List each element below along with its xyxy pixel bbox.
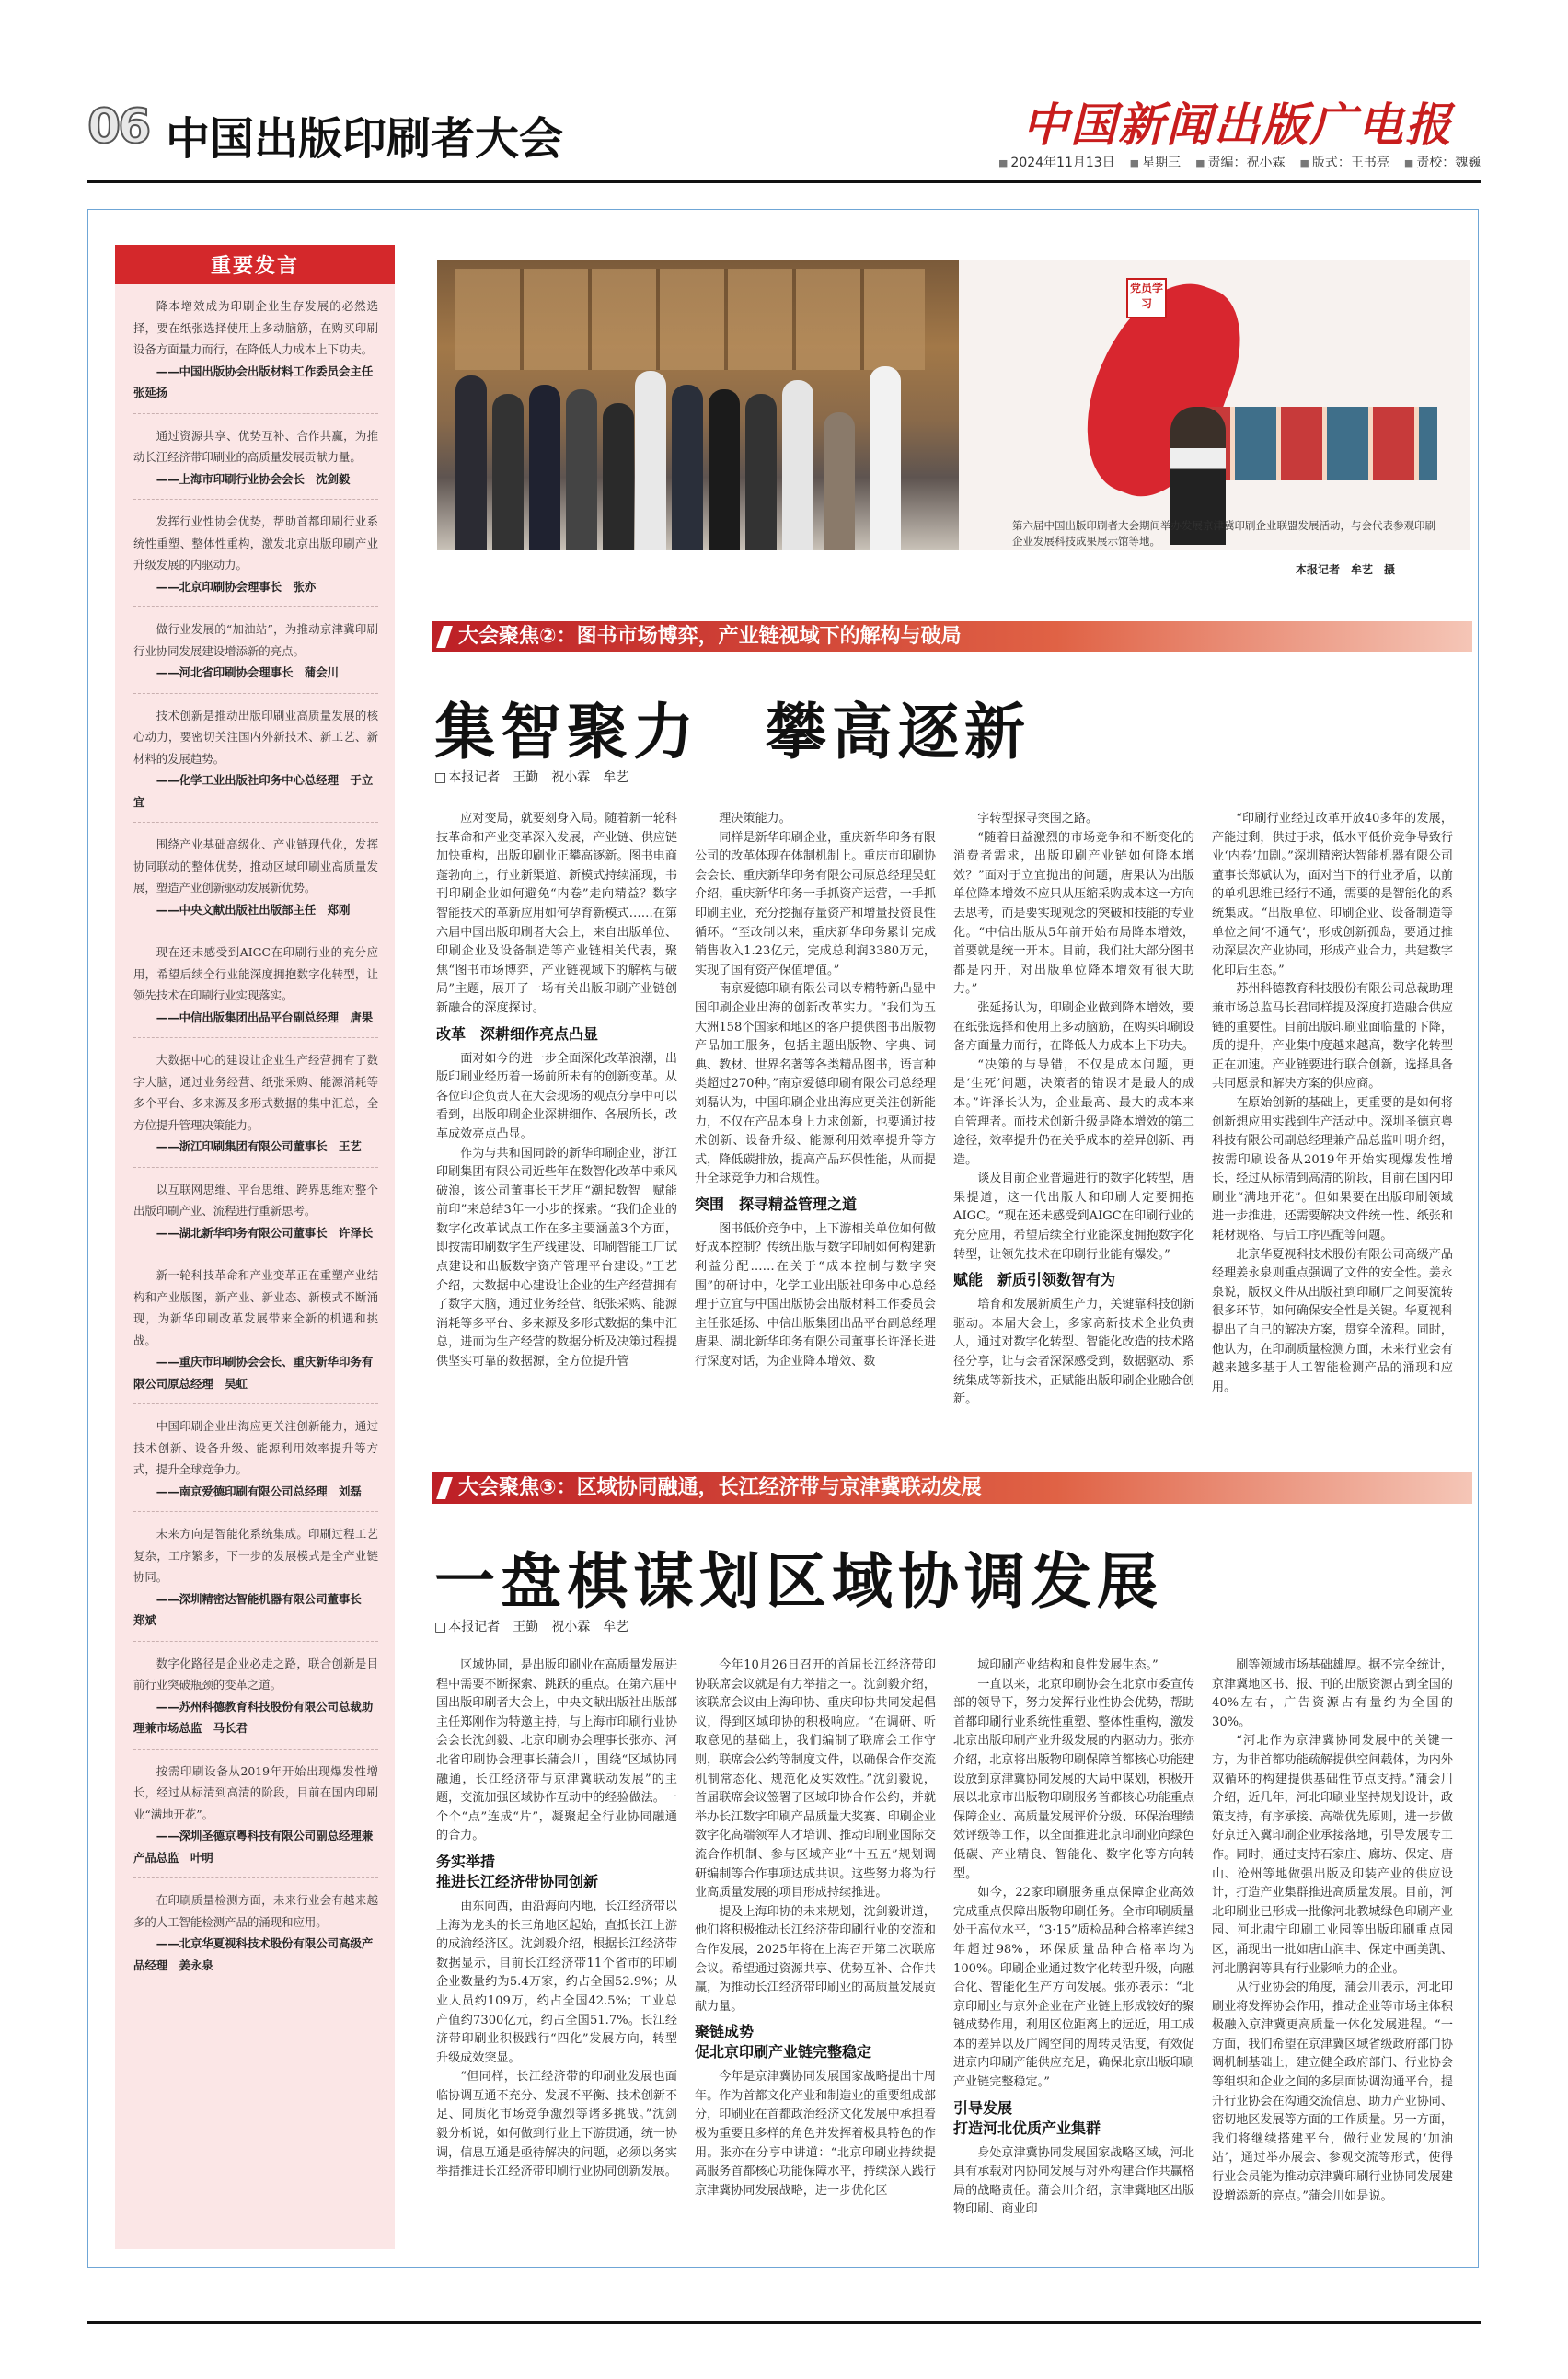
section2-column-4 [1212, 810, 1453, 1397]
paragraph: 作为与共和国同龄的新华印刷企业，浙江印刷集团有限公司近些年在数智化改革中乘风破浪，该公司董事长王艺用“潮起数智 赋能前印”来总结3年一小步的探索。“我们企业的数字化改革试点工作在多主要涵盖3个方面，即按需印刷数字生产线建设、印刷智能工厂试点建设和出版数字资产管理平台建设。”王艺介绍，大数据中心建设让企业的生产经营拥有了数字大脑，通过业务经营、纸张采购、能源消耗等多平台、多来源及多形式数据的集中汇总，进而为生产经营的数据分析及决策过程提供坚实可靠的数据源，全方位提升管 [436, 1146, 677, 1369]
section2-column-1 [436, 810, 677, 1372]
section3-column-1 [436, 1657, 677, 2182]
speech-author: ——深圳圣德京粤科技有限公司副总经理兼产品总监 叶明 [133, 1829, 374, 1865]
sidebar-quotes [115, 284, 395, 1976]
section3-column-2 [695, 1657, 936, 2200]
section2-column-2 [695, 810, 936, 1372]
page-number: 06 [87, 99, 149, 155]
quote-divider [133, 413, 378, 414]
speech-quote: 按需印刷设备从2019年开始出现爆发性增长，经过从标清到高清的阶段，目前在国内印刷业“满地开花”。 [133, 1763, 378, 1821]
paragraph: 身处京津冀协同发展国家战略区域，河北具有承载对内协同发展与对外构建合作共赢格局的战略责任。蒲会川介绍，京津冀地区出版物印刷、商业印 [953, 2145, 1194, 2217]
speech-quote: 数字化路径是企业必走之路，联合创新是目前行业突破瓶颈的变革之道。 [133, 1656, 378, 1692]
paragraph: 由东向西，由沿海向内地，长江经济带以上海为龙头的长三角地区起始，直抵长江上游的成渝经济区。沈剑毅介绍，根据长江经济带数据显示，目前长江经济带11个省市的印刷企业数量约为5.4万家，约占全国52.9%；从业人员约109万，约占全国42.5%；工业总产值约7300亿元，约占全国51.7%。长江经济带印刷业积极践行“四化”发展方向，转型升级成效突显。 [436, 1899, 677, 2065]
paragraph: 今年是京津冀协同发展国家战略提出十周年。作为首都文化产业和制造业的重要组成部分，印刷业在首都政治经济文化发展中承担着极为重要且多样的角色并发挥着极具特色的作用。张亦在分享中讲道：“北京印刷业持续提高服务首都核心功能保障水平，持续深入践行京津冀协同发展战略，进一步优化区 [695, 2070, 936, 2198]
speech-quote: 现在还未感受到AIGC在印刷行业的充分应用，希望后续全行业能深度拥抱数字化转型，让领先技术在印刷行业实现落实。 [133, 945, 378, 1002]
paragraph: 培育和发展新质生产力，关键靠科技创新驱动。本届大会上，多家高新技术企业负责人，通过对数字化转型、智能化改造的技术路径分享，让与会者深深感受到，数据驱动、系统集成等新技术，正赋能出版印刷企业融合创新。 [953, 1298, 1194, 1407]
section3-byline: □ 本报记者 王勤 祝小霖 牟艺 [434, 1617, 628, 1635]
quote-divider [133, 1403, 378, 1404]
newspaper-logo: 中国新闻出版广电报 [1022, 98, 1453, 152]
speech-author: ——浙江印刷集团有限公司董事长 王艺 [156, 1139, 362, 1153]
speech-author: ——化学工业出版社印务中心总经理 于立宜 [133, 773, 374, 809]
paragraph: “随着日益激烈的市场竞争和不断变化的消费者需求，出版印刷产业链如何降本增效？”面对于立宜抛出的问题，唐果认为出版单位降本增效不应只从压缩采购成本这一方向去思考，而是要实现观念的突破和技能的专业化。“中信出版从5年前开始布局降本增效，首要就是统一开本。目前，我们社大部分图书都是内开，对出版单位降本增效有很大助力。” [953, 830, 1194, 997]
speech-quote: 新一轮科技革命和产业变革正在重塑产业结构和产业版图，新产业、新业态、新模式不断涌现，为新华印刷改革发展带来全新的机遇和挑战。 [133, 1268, 378, 1347]
speech-quote: 发挥行业性协会优势，帮助首都印刷行业系统性重塑、整体性重构，激发北京出版印刷产业升级发展的内驱动力。 [133, 514, 378, 572]
photo-credit: 本报记者 牟艺 摄 [1296, 563, 1396, 576]
quote-divider [133, 606, 378, 607]
speech-quote: 做行业发展的“加油站”，为推动京津冀印刷行业协同发展建设增添新的亮点。 [133, 622, 378, 658]
speech-quote: 中国印刷企业出海应更关注创新能力，通过技术创新、设备升级、能源利用效率提升等方式，提升全球竞争力。 [133, 1419, 378, 1476]
proofreader: ■ 责校：魏巍 [1404, 153, 1481, 171]
speech-author: ——深圳精密达智能机器有限公司董事长 郑斌 [133, 1591, 374, 1627]
paragraph: 谈及目前企业普遍进行的数字化转型，唐果提道，这一代出版人和印刷人定要拥抱AIGC。“现在还未感受到AIGC在印刷行业的充分应用，希望后续全行业能深度拥抱数字化转型，让领先技术在印刷行业能有爆发。” [953, 1172, 1194, 1262]
speech-author: ——北京华夏视科技术股份有限公司高级产品经理 姜永泉 [133, 1936, 374, 1972]
section3-banner: 大会聚焦③：区域协同融通，长江经济带与京津冀联动发展 [432, 1472, 1472, 1504]
paragraph: 区域协同，是出版印刷业在高质量发展进程中需要不断探索、跳跃的重点。在第六届中国出版印刷者大会上，中央文献出版社出版部主任郑刚作为特邀主持，与上海市印刷行业协会会长沈剑毅、北京印刷协会理事长张亦、河北省印刷协会理事长蒲会川，围绕“区域协同融通，长江经济带与京津冀联动发展”的主题，交流加强区域协作互动中的经验做法。一个个“点”连成“片”，凝聚起全行业协同融通的合力。 [436, 1658, 677, 1843]
header-rule [87, 180, 1481, 183]
section2-banner: 大会聚焦②：图书市场博弈，产业链视域下的解构与破局 [432, 621, 1472, 652]
subheading: 引导发展 打造河北优质产业集群 [953, 2098, 1101, 2137]
speech-quote: 通过资源共享、优势互补、合作共赢，为推动长江经济带印刷业的高质量发展贡献力量。 [133, 428, 378, 464]
sidebar-heading: 重要发言 [115, 245, 395, 284]
paragraph: 同样是新华印刷企业，重庆新华印务有限公司的改革体现在体制机制上。重庆市印刷协会会长、重庆新华印务有限公司原总经理吴虹介绍，重庆新华印务一手抓资产运营，一手抓印刷主业，充分挖掘存量资产和增量投资良性循环。“至改制以来，重庆新华印务累计完成销售收入1.23亿元，完成总利润3380万元，实现了国有资产保值增值。” [695, 830, 936, 977]
speech-author: ——北京印刷协会理事长 张亦 [156, 579, 317, 594]
paragraph: 一直以来，北京印刷协会在北京市委宣传部的领导下，努力发挥行业性协会优势，帮助首都印刷行业系统性重塑、整体性重构，激发北京出版印刷产业升级发展的内驱动力。张亦介绍，北京将出版物印刷保障首都核心功能建设放到京津冀协同发展的大局中谋划，积极开展以北京市出版物印刷服务首都核心功能重点保障企业、高质量发展评价分级、环保治理绩效评级等工作，以全面推进北京印刷业向绿色低碳、产业精良、智能化、数字化等方向转型。 [953, 1677, 1194, 1881]
issue-meta [998, 153, 1481, 171]
speech-quote: 降本增效成为印刷企业生存发展的必然选择，要在纸张选择使用上多动脑筋，在购买印刷设备方面量力而行，在降低人力成本上下功夫。 [133, 299, 378, 356]
section2-byline: □ 本报记者 王勤 祝小霖 牟艺 [434, 768, 628, 786]
sidebar-important-speeches [115, 245, 395, 2249]
paragraph: 字转型探寻突围之路。 [977, 812, 1099, 826]
section3-column-4 [1212, 1657, 1453, 2206]
section-title: 中国出版印刷者大会 [166, 113, 564, 165]
section3-column-3 [953, 1657, 1194, 2220]
subheading: 突围 探寻精益管理之道 [695, 1195, 858, 1213]
paragraph: 提及上海印协的未来规划，沈剑毅讲道，他们将积极推动长江经济带印刷行业的交流和合作发展，2025年将在上海召开第二次联席会议。希望通过资源共享、优势互补、合作共赢，为推动长江经济带印刷业的高质量发展贡献力量。 [695, 1904, 936, 2014]
speech-quote: 在印刷质量检测方面，未来行业会有越来越多的人工智能检测产品的涌现和应用。 [133, 1893, 378, 1929]
speech-quote: 技术创新是推动出版印刷业高质量发展的核心动力，要密切关注国内外新技术、新工艺、新材料的发展趋势。 [133, 708, 378, 766]
speech-quote: 围绕产业基础高级化、产业链现代化，发挥协同联动的整体优势，推动区域印刷业高质量发展，塑造产业创新驱动发展新优势。 [133, 837, 378, 895]
quote-divider [133, 1167, 378, 1168]
photo-caption: 第六届中国出版印刷者大会期间举办发展京津冀印刷企业联盟发展活动，与会代表参观印刷企业发展科技成果展示馆等地。 [1012, 519, 1435, 548]
speech-author: ——上海市印刷行业协会会长 沈剑毅 [156, 471, 351, 486]
subheading: 赋能 新质引领数智有为 [953, 1271, 1116, 1289]
speech-author: ——苏州科德教育科技股份有限公司总裁助理兼市场总监 马长君 [133, 1699, 374, 1735]
section2-column-3 [953, 810, 1194, 1410]
speech-quote: 大数据中心的建设让企业生产经营拥有了数字大脑，通过业务经营、纸张采购、能源消耗等多个平台、多来源及多形式数据的集中汇总，全方位提升管理决策能力。 [133, 1053, 378, 1132]
quote-divider [133, 1511, 378, 1512]
section2-headline: 集智聚力 攀高逐新 [434, 696, 1031, 768]
issue-weekday: ■ 星期三 [1130, 153, 1181, 171]
paragraph: 图书低价竞争中，上下游相关单位如何做好成本控制？传统出版与数字印刷如何构建新利益分配……在关于“成本控制与数字突围”的研讨中，化学工业出版社印务中心总经理于立宜与中国出版协会出版材料工作委员会主任张延扬、中信出版集团出品平台副总经理唐果、湖北新华印务有限公司董事长许泽长进行深度对话，为企业降本增效、数 [695, 1221, 936, 1369]
subheading: 务实举措 推进长江经济带协同创新 [436, 1852, 599, 1890]
paragraph: 从行业协会的角度，蒲会川表示，河北印刷业将发挥协会作用，推动企业等市场主体积极融入京津冀更高质量一体化发展进程。“一方面，我们希望在京津冀区域省级政府部门协调机制基础上，建立健全政府部门、行业协会等组织和企业之间的多层面协调沟通平台，提升行业协会在沟通交流信息、助力产业协同、密切地区发展等方面的工作质量。另一方面，我们将继续搭建平台，做行业发展的‘加油站’，通过举办展会、参观交流等形式，使得行业会员能为推动京津冀印刷行业协同发展建设增添新的亮点。”蒲会川如是说。 [1212, 1981, 1453, 2203]
speech-author: ——中央文献出版社出版部主任 郑刚 [156, 902, 351, 917]
speech-author: ——中信出版集团出品平台副总经理 唐果 [156, 1010, 374, 1024]
paragraph: 域印刷产业结构和良性发展生态。” [977, 1658, 1159, 1672]
issue-date: ■ 2024年11月13日 [998, 153, 1115, 171]
paragraph: 如今，22家印刷服务重点保障企业高效完成重点保障出版物印刷任务。全市印刷质量处于高位水平，“3·15”质检品种合格率连续3年超过98%，环保质量品种合格率均为100%。印刷企业通过数字化转型升级，向融合化、智能化生产方向发展。张亦表示：“北京印刷业与京外企业在产业链上形成较好的聚链成势作用，利用区位距离上的远近，用工成本的差异以及广阔空间的周转灵活度，有效促进京内印刷产能供应充足，确保北京出版印刷产业链完整稳定。” [953, 1886, 1194, 2090]
paragraph: 理决策能力。 [719, 812, 791, 826]
speech-quote: 未来方向是智能化系统集成。印刷过程工艺复杂，工序繁多，下一步的发展模式是全产业链协同。 [133, 1527, 378, 1584]
speech-author: ——重庆市印刷协会会长、重庆新华印务有限公司原总经理 吴虹 [133, 1355, 374, 1391]
editor: ■ 责编：祝小霖 [1195, 153, 1285, 171]
quote-divider [133, 1037, 378, 1038]
exhibit-sign: 党员学习 [1126, 278, 1167, 318]
paragraph: “但同样，长江经济带的印刷业发展也面临协调互通不充分、发展不平衡、技术创新不足、同质化市场竞争激烈等诸多挑战。”沈剑毅分析说，如何做到行业上下游贯通，统一协调，信息互通是亟待解决的问题，必须以务实举措推进长江经济带印刷行业协同创新发展。 [436, 2070, 677, 2179]
photo-exhibition-hall [959, 260, 1470, 550]
quote-divider [133, 822, 378, 823]
quote-divider [133, 1641, 378, 1642]
paragraph: 刷等领域市场基础雄厚。据不完全统计，京津冀地区书、报、刊的出版资源占到全国的40%左右，广告资源占有量约为全国的30%。 [1212, 1658, 1453, 1729]
paragraph: 张延扬认为，印刷企业做到降本增效，要在纸张选择和使用上多动脑筋，在购买印刷设备方面量力而行，在降低人力成本上下功夫。 [953, 1000, 1194, 1054]
subheading: 聚链成势 促北京印刷产业链完整稳定 [695, 2023, 872, 2061]
speech-author: ——湖北新华印务有限公司董事长 许泽长 [156, 1225, 374, 1240]
paragraph: 面对如今的进一步全面深化改革浪潮，出版印刷业经历着一场前所未有的创新变革。从各位印企负责人在大会现场的观点分享中可以看到，出版印刷企业深耕细作、各展所长，改革成效亮点凸显。 [436, 1051, 677, 1141]
quote-divider [133, 693, 378, 694]
quote-divider [133, 1877, 378, 1878]
paragraph: 北京华夏视科技术股份有限公司高级产品经理姜永泉则重点强调了文件的安全性。姜永泉说，版权文件从出版社到印刷厂之间要流转很多环节，如何确保安全性是关键。华夏视科提出了自己的解决方案，贯穿全流程。同时，他认为，在印刷质量检测方面，未来行业会有越来越多基于人工智能检测产品的涌现和应用。 [1212, 1247, 1453, 1394]
quote-divider [133, 1749, 378, 1750]
photo-visit-exhibition [437, 260, 959, 550]
paragraph: 南京爱德印刷有限公司以专精特新凸显中国印刷企业出海的创新改革实力。“我们为五大洲158个国家和地区的客户提供图书出版物产品加工服务，包括主题出版物、字典、词典、教材、世界名著等各类精品图书，语言种类超过270种。”南京爱德印刷有限公司总经理刘磊认为，中国印刷企业出海应更关注创新能力，不仅在产品本身上力求创新，也要通过技术创新、设备升级、能源利用效率提升等方式，降低碳排放，提高产品环保性能，从而提升全球竞争力和合规性。 [695, 982, 936, 1186]
speech-author: ——中国出版协会出版材料工作委员会主任 张延扬 [133, 364, 385, 399]
paragraph: “印刷行业经过改革开放40多年的发展，产能过剩，供过于求，低水平低价竞争导致行业‘内卷’加剧。”深圳精密达智能机器有限公司董事长郑斌认为，面对当下的行业矛盾，以前的单机思维已经行不通，需要的是智能化的系统集成。“出版单位、印刷企业、设备制造等单位之间‘不通气’，形成创新孤岛，要通过推动深层次产业协同，形成产业合力，共建数字化印后生态。” [1212, 812, 1453, 977]
paragraph: 今年10月26日召开的首届长江经济带印协联席会议就是有力举措之一。沈剑毅介绍，该联席会议由上海印协、重庆印协共同发起倡议，得到区域印协的积极响应。“在调研、听取意见的基础上，我们编制了联席会工作守则，联席会公约等制度文件，以确保合作交流机制常态化、规范化及实效性。”沈剑毅说，首届联席会议签署了区域印协合作公约，并就举办长江数字印刷产品质量大奖赛、印刷企业数字化高端领军人才培训、推动印刷业国际交流合作机制、参与区域产业“十五五”规划调研编制等合作事项达成共识。这些努力将为行业高质量发展的项目形成持续推进。 [695, 1658, 936, 1900]
speech-quote: 以互联网思维、平台思维、跨界思维对整个出版印刷产业、流程进行重新思考。 [133, 1182, 378, 1218]
paragraph: 应对变局，就要刻身入局。随着新一轮科技革命和产业变革深入发展，产业链、供应链加快重构，出版印刷业正攀高逐新。图书电商蓬勃向上，行业新渠道、新模式持续涌现，书刊印刷企业如何避免“内卷”走向精益？数字智能技术的革新应用如何孕育新模式……在第六届中国出版印刷者大会上，来自出版单位、印刷企业及设备制造等产业链相关代表，聚焦“图书市场博弈，产业链视域下的解构与破局”主题，展开了一场有关出版印刷产业链创新融合的深度探讨。 [436, 812, 677, 1015]
paragraph: “河北作为京津冀协同发展中的关键一方，为非首都功能疏解提供空间载体，为内外双循环的构建提供基础性节点支持。”蒲会川介绍，近几年，河北印刷业坚持规划设计，政策支持，有序承接、高端优先原则，进一步做好京迁入冀印刷企业承接落地，引导发展专工作。同时，通过支持石家庄、廊坊、保定、唐山、沧州等地做强出版及印装产业的供应设计，打造产业集群推进高质量发展。目前，河北印刷业已形成一批像河北教城绿色印刷产业园、河北肃宁印刷工业园等出版印刷重点园区，涌现出一批如唐山润丰、保定中画美凯、河北鹏润等具有行业影响力的企业。 [1212, 1734, 1453, 1976]
subheading: 改革 深耕细作亮点凸显 [436, 1024, 599, 1043]
layout-editor: ■ 版式：王书亮 [1299, 153, 1389, 171]
section3-headline: 一盘棋谋划区域协调发展 [434, 1545, 1163, 1617]
quote-divider [133, 499, 378, 500]
speech-author: ——南京爱德印刷有限公司总经理 刘磊 [156, 1484, 362, 1498]
paragraph: 苏州科德教育科技股份有限公司总裁助理兼市场总监马长君同样提及深度打造融合供应链的重要性。目前出版印刷业面临量的下降，质的提升，产业集中度越来越高，数字化转型正在加速。产业链要进行联合创新，选择具备共同愿景和解决方案的供应商。 [1212, 982, 1453, 1091]
speech-author: ——河北省印刷协会理事长 蒲会川 [156, 665, 340, 679]
footer-rule [87, 2321, 1481, 2324]
paragraph: 在原始创新的基础上，更重要的是如何将创新想应用实践到生产活动中。深圳圣德京粤科技有限公司副总经理兼产品总监叶明介绍，按需印刷设备从2019年开始实现爆发性增长，经过从标清到高清的阶段，目前在国内印刷业“满地开花”。但如果要在出版印刷领域进一步推进，还需要解决文件统一性、纸张和耗材规格、与后工序匹配等问题。 [1212, 1095, 1453, 1243]
paragraph: “决策的与导错，不仅是成本问题，更是‘生死’问题，决策者的错误才是最大的成本。”许泽长认为，企业最高、最大的成本来自管理者。而技术创新升级是降本增效的第二途径，效率提升仍在关乎成本的差异创新、再造。 [953, 1057, 1194, 1167]
